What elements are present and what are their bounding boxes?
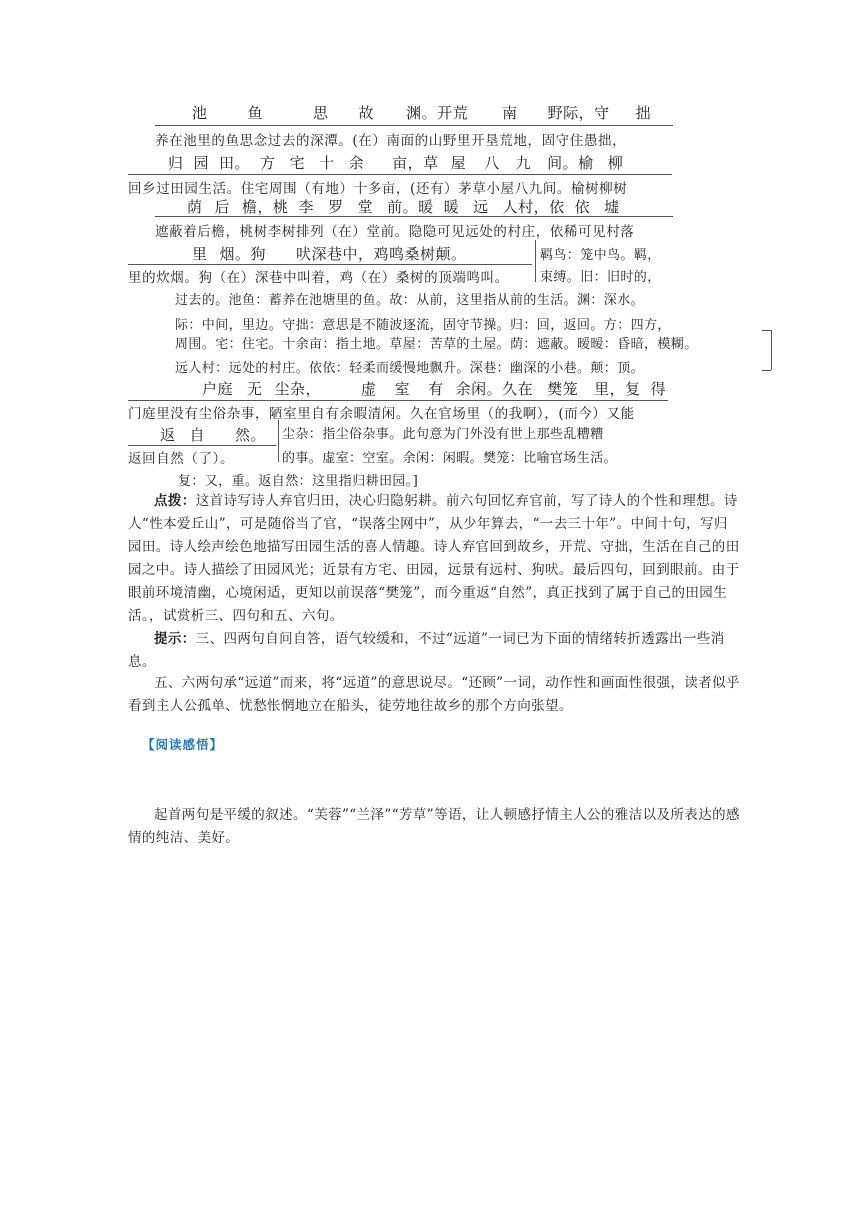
note-2-b: 的事。虚室：空室。余闲：闲暇。樊笼：比喻官场生活。	[282, 451, 618, 466]
translation-line-6: 返回自然（了）。	[128, 451, 235, 467]
poem-char: 柳	[607, 154, 624, 172]
poem-char: 野际，守	[547, 104, 610, 122]
poem-char: 间。榆	[547, 154, 594, 172]
poem-char: 里，复	[594, 380, 641, 398]
underline	[128, 400, 668, 401]
note-line-1: 过去的。池鱼：蓄养在池塘里的鱼。故：从前，这里指从前的生活。渊：深水。	[175, 293, 645, 308]
poem-char: 罗	[328, 198, 344, 216]
poem-char: 余	[348, 154, 365, 172]
note-bracket-right	[771, 330, 772, 370]
underline	[128, 445, 276, 446]
final-paragraph: 起首两句是平缓的叙述。“芙蓉”“兰泽”“芳草”等语，让人顿感抒情主人公的雅洁以及所表达的感情的纯洁、美好。	[128, 807, 740, 846]
poem-char: 无	[247, 380, 263, 398]
poem-char: 思	[313, 104, 329, 122]
note-line-4: 远人村：远处的村庄。依依：轻柔而缓慢地飘升。深巷：幽深的小巷。颠：顶。	[175, 361, 645, 376]
poem-line-6	[160, 424, 266, 445]
poem-char: 池	[192, 104, 208, 122]
poem-char: 里	[192, 245, 208, 263]
paragraph-5: 五、六两句承“远道”而来，将“远道”的意思说尽。“还顾”一词，动作性和画面性很强，读者似乎看到主人公孤单、忧愁怅惘地立在船头，徒劳地往故乡的那个方向张望。	[128, 675, 740, 714]
side-note-b: 束缚。旧：旧时的，	[540, 270, 661, 285]
analysis-label: 点拨：	[154, 493, 196, 509]
poem-char: 园	[193, 154, 210, 172]
poem-char: 故	[358, 104, 375, 122]
poem-char: 烟。狗	[219, 245, 267, 263]
underline	[155, 216, 673, 217]
poem-char: 吠深巷中，鸡鸣桑树颠。	[296, 245, 467, 263]
poem-char: 八	[484, 154, 500, 172]
poem-char: 户庭	[202, 380, 234, 398]
poem-char: 后	[214, 198, 231, 216]
poem-char: 檐，桃	[242, 198, 289, 216]
note-line-2: 际：中间，里边。守拙：意思是不随波逐流，固守节操。归：回，返回。方：四方，	[175, 318, 671, 333]
underline	[155, 125, 673, 126]
poem-line-1	[192, 102, 651, 123]
poem-char: 有	[428, 380, 444, 398]
poem-char: 鱼	[247, 104, 264, 122]
translation-line-1: 养在池里的鱼思念过去的深潭。(在）南面的山野里开垦荒地，固守住愚拙，	[155, 133, 627, 149]
poem-line-5	[202, 378, 666, 399]
underline	[128, 264, 532, 265]
poem-char: 尘杂，	[274, 380, 322, 398]
side-note-a: 羁鸟：笼中鸟。羁，	[540, 248, 661, 263]
note-bracket	[535, 240, 536, 282]
poem-char: 远	[473, 198, 489, 216]
poem-char: 余闲。久在	[455, 380, 534, 398]
section-title: 【阅读感悟】	[142, 737, 224, 752]
translation-line-4: 里的炊烟。狗（在）深巷中叫着，鸡（在）桑树的顶端鸣叫。	[128, 270, 509, 286]
translation-line-5: 门庭里没有尘俗杂事，陋室里自有余暇清闲。久在官场里（的我啊），(而今）又能	[128, 406, 635, 422]
poem-char: 前。暖	[387, 198, 434, 216]
poem-line-2	[168, 152, 623, 173]
note-bracket-bottom	[762, 370, 771, 371]
hint-label: 提示：	[154, 631, 196, 647]
analysis-text: 这首诗写诗人弃官归田，决心归隐躬耕。前六句回忆弃官前，写了诗人的个性和理想。诗人“性本爱丘山”，可是随俗当了官，“误落尘网中”，从少年算去，“一去三十年”。中间十句，写归园田。诗人绘声绘色地描写田园生活的喜人情趣。诗人弃官回到故乡，开荒、守拙，生活在自己的田园之中。诗人描绘了田园风光；近景有方宅、田园，远景有远村、狗吠。最后四句，回到眼前。由于眼前环境清幽，心境闲适，更知以前误落“樊笼”，而今重返“自然”，真正找到了属于自己的田园生活。，试赏析三、四句和五、六句。	[128, 493, 740, 624]
note-2-c: 复：又，重。返自然：这里指归耕田园。]	[178, 474, 419, 489]
poem-char: 墟	[604, 198, 620, 216]
poem-line-3	[187, 196, 620, 217]
poem-char: 十	[319, 154, 335, 172]
poem-char: 虚	[361, 380, 377, 398]
poem-char: 亩，草	[392, 154, 439, 172]
poem-char: 李	[298, 198, 315, 216]
poem-char: 荫	[187, 198, 203, 216]
poem-char: 室	[394, 380, 411, 398]
poem-char: 人村，依	[502, 198, 565, 216]
translation-line-3: 遮蔽着后檐，桃树李树排列（在）堂前。隐隐可见远处的村庄，依稀可见村落	[155, 224, 635, 240]
note-bracket	[278, 420, 279, 462]
poem-char: 自	[189, 426, 206, 444]
poem-char: 南	[502, 104, 518, 122]
poem-char: 依	[574, 198, 591, 216]
underline	[128, 174, 672, 175]
poem-char: 暖	[443, 198, 460, 216]
translation-line-2: 回乡过田园生活。住宅周围（有地）十多亩，(还有）茅草小屋八九间。榆树柳树	[128, 181, 628, 197]
hint-paragraph	[128, 628, 740, 674]
poem-char: 方	[260, 154, 276, 172]
poem-char: 宅	[289, 154, 306, 172]
poem-char: 返	[160, 426, 176, 444]
poem-char: 归	[168, 154, 184, 172]
poem-char: 九	[515, 154, 532, 172]
note-2-a: 尘杂：指尘俗杂事。此句意为门外没有世上那些乱糟糟	[282, 427, 604, 442]
note-bracket-top	[762, 330, 771, 331]
poem-char: 得	[650, 380, 667, 398]
poem-char: 堂	[357, 198, 374, 216]
poem-char: 樊笼	[547, 380, 579, 398]
hint-text: 三、四两句自问自答，语气较缓和，不过“远道”一词已为下面的情绪转折透露出一些消息。	[128, 631, 725, 670]
analysis-paragraph	[128, 490, 740, 628]
poem-char: 渊。开荒	[406, 104, 469, 122]
poem-char: 然。	[235, 426, 267, 444]
poem-line-4	[192, 243, 467, 264]
poem-char: 拙	[635, 104, 652, 122]
note-line-3: 周围。宅：住宅。十余亩：指土地。草屋：苦草的土屋。荫：遮蔽。暧暧：昏暗，模糊。	[175, 337, 698, 352]
poem-char: 田。	[219, 154, 251, 172]
poem-char: 屋	[450, 154, 467, 172]
